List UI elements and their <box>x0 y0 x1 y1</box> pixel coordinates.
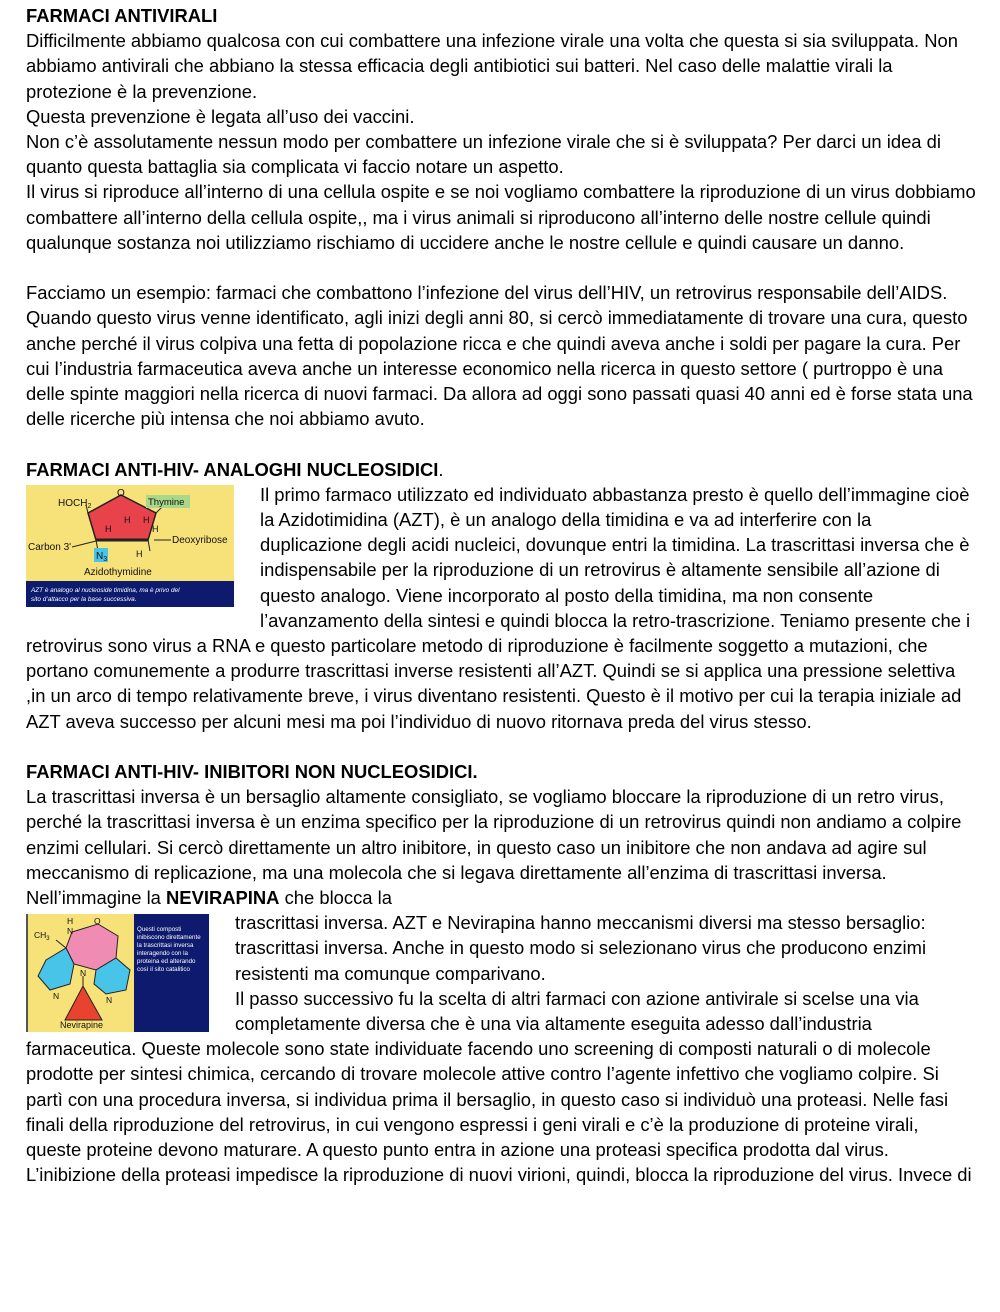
label-o: O <box>94 916 101 927</box>
figure-note-line: inibiscono direttamente <box>137 934 201 942</box>
paragraph: Non c’è assolutamente nessun modo per combattere un infezione virale che si è sviluppata? Per darci un idea di quanto questa battaglia sia complicata vi faccio notare un aspetto. <box>26 131 941 178</box>
label-h: H <box>105 523 112 534</box>
figure-note-line: Questi composti <box>137 926 182 934</box>
spacer <box>26 431 976 456</box>
label-h: H <box>152 523 159 534</box>
figure-border <box>26 914 28 1032</box>
paragraph: Il primo farmaco utilizzato ed individuato abbastanza presto è quello dell’immagine cioè la Azidotimidina (AZT), è un analogo della timidina e va ad interferire con la duplicazione degli acidi nucleici, dovunque entri la timidina. La trascrittasi inversa che è indispensabile per la riproduzione di un retrovirus è altamente sensibile all’azione di questo analogo. Viene incorporato al posto della timidina, ma non consente l’avanzamento della sintesi e quindi blocca la retro-trascrizione. Teniamo presente che i retrovirus sono virus a RNA e questo particolare metodo di riproduzione è facilmente soggetto a mutazioni, che portano comunemente a produrre trascrittasi inverse resistenti all’AZT. Quindi se si applica una pressione selettiva ,in un arco di tempo relativamente breve, i virus diventano resistenti. Questo è il motivo per cui la terapia iniziale ad AZT aveva successo per alcuni mesi ma poi l’individuo di nuovo ritornava preda del virus stesso. <box>26 483 971 732</box>
paragraph-text: che blocca la <box>279 887 392 909</box>
heading-suffix: . <box>438 458 444 480</box>
bold-term: NEVIRAPINA <box>166 887 280 909</box>
paragraph: Il virus si riproduce all’interno di una cellula ospite e se noi vogliamo combattere la riproduzione di un virus dobbiamo combattere all’interno della cellula ospite,, ma i virus animali si riproducono all’interno delle nostre cellule quindi qualunque sostanza noi utilizziamo rischiamo di uccidere anche le nostre cellule e quindi causare un danno. <box>26 181 976 253</box>
figure-caption-line: sito d’attacco per la base successiva. <box>31 595 137 603</box>
azidothymidine-figure <box>26 485 234 607</box>
label-h: H <box>136 548 143 559</box>
paragraph-text: La trascrittasi inversa è un bersaglio altamente consigliato, se vogliamo bloccare la riproduzione di un retro virus, perché la trascrittasi inversa è un enzima specifico per la riproduzione di un retrovirus quindi non andiamo a colpire enzimi cellulari. Si cercò direttamente un altro inibitore, in questo caso un inibitore che non andava ad agire sul meccanismo di replicazione, ma una molecola che si legava direttamente all’enzima di trascrittasi inversa. Nell’immagine la <box>26 786 962 909</box>
nevirapine-diagram <box>26 914 209 1032</box>
label-n: N <box>106 995 113 1006</box>
label-n: N <box>67 926 74 937</box>
label-deoxyribose: Deoxyribose <box>172 534 228 546</box>
nevirapine-figure <box>26 914 209 1032</box>
label-ch3: $CH_3$ <box>34 930 50 943</box>
figure-caption-line: AZT è analogo al nucleoside timidina, ma è privo del <box>31 586 180 594</box>
spacer <box>26 255 976 280</box>
caption-band <box>26 581 234 607</box>
label-carbon-3: Carbon 3' <box>28 541 72 553</box>
heading-text: FARMACI ANTI-HIV- ANALOGHI NUCLEOSIDICI <box>26 458 439 480</box>
label-n3: $N_3$ <box>96 550 108 563</box>
figure-note-line: la trascrittasi inversa <box>137 942 194 950</box>
paragraph: Facciamo un esempio: farmaci che combattono l’infezione del virus dell’HIV, un retrovirus responsabile dell’AIDS. Quando questo virus venne identificato, agli inizi degli anni 80, si cercò immediatamente di trovare una cura, questo anche perché il virus colpiva una fetta di popolazione ricca e che quindi aveva anche i soldi per pagare la cura. Per cui l’industria farmaceutica aveva anche un interesse economico nella ricerca in questo settore ( purtroppo è una delle spinte maggiori nella ricerca di nuovi farmaci. Da allora ad oggi sono passati quasi 40 anni ed è forse stata una delle ricerche più intensa che noi abbiamo avuto. <box>26 282 973 430</box>
label-azidothymidine: Azidothymidine <box>84 566 152 578</box>
document-page <box>26 3 976 1188</box>
figure-note-line: così il sito catalitico <box>137 966 190 974</box>
azidothymidine-diagram <box>26 485 234 607</box>
paragraph: Difficilmente abbiamo qualcosa con cui combattere una infezione virale una volta che questa si sia sviluppata. Non abbiamo antivirali che abbiano la stessa efficacia degli antibiotici sui batteri. Nel caso delle malattie virali la protezione è la prevenzione. <box>26 30 958 102</box>
heading-analoghi-nucleosidici <box>26 457 976 482</box>
paragraph: Questa prevenzione è legata all’uso dei vaccini. <box>26 105 415 127</box>
label-hoch2: $HOCH_2$ <box>58 497 92 510</box>
label-h: H <box>143 514 150 525</box>
heading-farmaci-antivirali: FARMACI ANTIVIRALI <box>26 5 218 26</box>
paragraph: Il passo successivo fu la scelta di altri farmaci con azione antivirale si scelse una via completamente diversa che è una via altamente eseguita adesso dall’industria farmaceutica. Queste molecole sono state individuate facendo uno screening di composti naturali o di molecole prodotte per sintesi chimica, cercando di trovare molecole attive contro l’agente infettivo che vogliamo colpire. Si partì con una procedura inversa, si individua prima il bersaglio, in questo caso si individuò una proteasi. Nelle fasi finali della riproduzione del retrovirus, in cui vengono espressi i geni virali e c’è la produzione di proteine virali, queste proteine devono maturare. A questo punto entra in azione una proteasi specifica prodotta dal virus. L’inibizione della proteasi impedisce la riproduzione di nuovi virioni, quindi, blocca la riproduzione del virus. Invece di <box>26 987 972 1186</box>
label-n: N <box>80 968 87 979</box>
spacer <box>26 734 976 759</box>
heading-inibitori-non-nucleosidici: FARMACI ANTI-HIV- INIBITORI NON NUCLEOSIDICI. <box>26 761 478 783</box>
figure-note-line: interagendo con la <box>137 950 188 958</box>
label-n: N <box>53 991 60 1002</box>
label-o: O <box>117 487 125 499</box>
label-thymine: Thymine <box>148 496 185 508</box>
label-h: H <box>124 514 131 525</box>
label-h: H <box>67 916 74 927</box>
paragraph: trascrittasi inversa. AZT e Nevirapina hanno meccanismi diversi ma stesso bersaglio: trascrittasi inversa. Anche in questo modo si selezionano virus che producono enzimi resistenti ma comunque comparivano. <box>235 912 927 984</box>
paragraph <box>26 784 976 910</box>
figure-note-line: proteina ed alterando <box>137 958 196 966</box>
label-nevirapine: Nevirapine <box>60 1020 104 1031</box>
